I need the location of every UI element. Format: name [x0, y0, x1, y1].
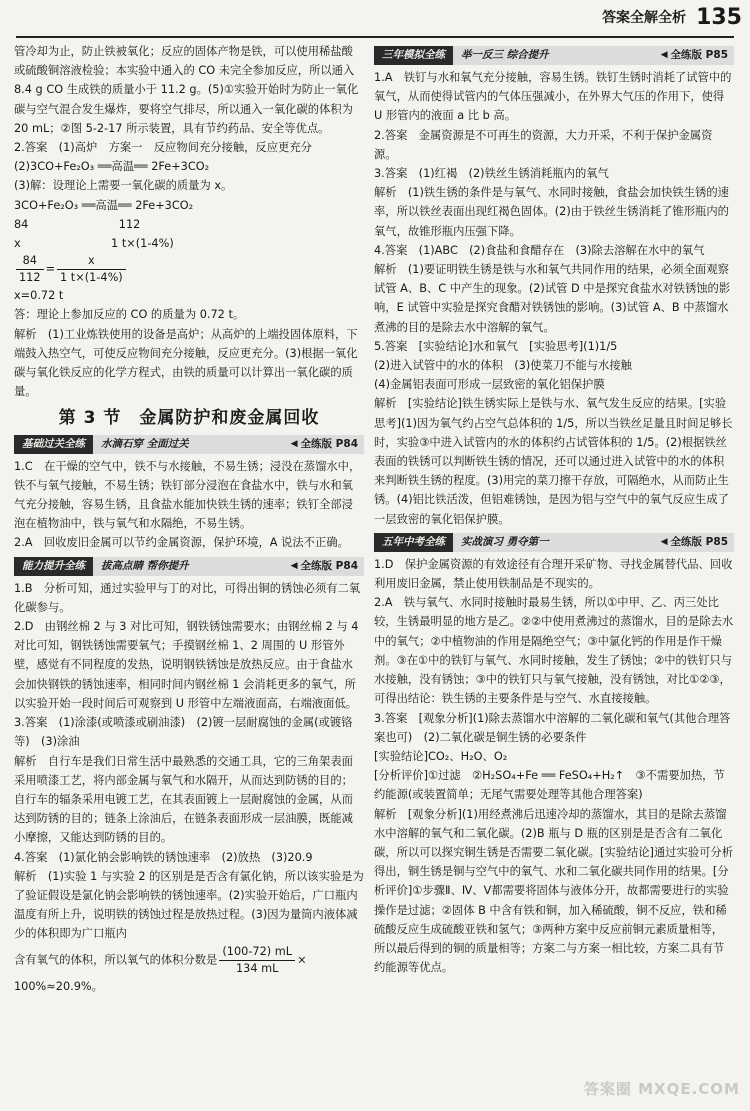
list-item: (2)进入试管中的水的体积 (3)使菜刀不能与水接触 [374, 359, 632, 373]
banner-ref: ◀ 全练版 P84 [285, 557, 364, 576]
q2-solve-line: (3)解：设理论上需要一氧化碳的质量为 x。 [14, 179, 233, 193]
list-item: 3.答案 [观象分析](1)除去蒸馏水中溶解的二氧化碳和氧气(其他合理答案也可) (2)二氧化碳是铜生锈的必要条件 [374, 711, 731, 744]
list-item: 2.A 回收废旧金属可以节约金属资源，保护环境，A 说法不正确。 [14, 536, 349, 550]
list-item: 4.答案 (1)ABC (2)食盐和食醋存在 (3)除去溶解在水中的氧气 [374, 243, 705, 257]
q2-proportion: $\frac{84}{112}$ = $\frac{x}{1 t\times(1-4\%)}$ [14, 253, 364, 286]
oxygen-fraction-result: 100%≈20.9%。 [14, 979, 103, 993]
banner-ref: ◀ 全练版 P85 [655, 46, 734, 65]
banner-ref: ◀ 全练版 P85 [655, 533, 734, 552]
header-title: 答案全解全析 [602, 10, 687, 26]
list-item: 解析 (1)要证明铁生锈是铁与水和氧气共同作用的结果，必须全面观察试管 A、B、C 中产生的现象。(2)试管 D 中是探究食盐水对铁锈蚀的影响，E 试管中实验是探究食醋对铁锈蚀的影响。(3)试管 A、B 中蒸馏水煮沸的目的是除去水中溶解的氧气。 [374, 263, 731, 334]
q2-conclusion: 答：理论上参加反应的 CO 的质量为 0.72 t。 [14, 308, 245, 322]
list-item: 2.答案 金属资源是不可再生的资源，大力开采，不利于保护金属资源。 [374, 128, 713, 161]
list-item: 解析 (1)实验 1 与实验 2 的区别是是否含有氯化钠，所以该实验是为了验证假设是氯化钠会影响铁的锈蚀速率。(2)实验开始后，广口瓶内温度有所上升，说明铁的锈蚀过程是放热过程。(3)因为量筒内液体减少的体积即为广口瓶内 [14, 869, 364, 941]
arrow-icon: ◀ [660, 49, 668, 60]
list-item: 1.A 铁钉与水和氧气充分接触，容易生锈。铁钉生锈时消耗了试管中的氧气，从而使得试管内的气体压强减小，在外界大气压的作用下，使得 U 形管内的液面 a 比 b 高。 [374, 71, 732, 123]
fraction-right: $\frac{x}{1 t\times(1-4\%)}$ [57, 253, 126, 286]
list-item: 2.A 铁与氧气、水同时接触时最易生锈，所以①中甲、乙、丙三处比较，生锈最明显的地方是乙。②②中使用煮沸过的蒸馏水，目的是除去水中的氧气；②中植物油的作用是隔绝空气；③中氯化钙的作用是作干燥剂。③在①中的铁钉与氧气、水同时接触，发生了锈蚀；②中的铁钉只与水接触，没有锈蚀；③中的铁钉只与氧气接触，没有锈蚀，对比①②③，可得出结论：铁生锈的主要条件是与空气、水直接接触。 [374, 596, 734, 706]
banner-subtitle: 实战演习 勇夺第一 [461, 535, 549, 548]
banner-exam [374, 533, 734, 552]
banner-tag: 三年模拟全练 [374, 46, 453, 65]
list-item: [分析评价]①过滤 ②H₂SO₄+Fe ══ FeSO₄+H₂↑ ③不需要加热，节约能源(或装置简单；无尾气需要处理等其他合理答案) [374, 769, 725, 802]
list-item: 2.D 由钢丝棉 2 与 3 对比可知，钢铁锈蚀需要水；由钢丝棉 2 与 4 对比可知，钢铁锈蚀需要氧气；手摸钢丝棉 1、2 周围的 U 形管外壁，感觉有不同程度的发热，说明钢铁锈蚀是放热反应。由于食盐水会加快钢铁的锈蚀速率，相同时间内钢丝棉 1 会消耗更多的氧气，所以实验开始一段时间后可观察到 U 形管中左端液面高，右端液面低。 [14, 620, 359, 710]
intro-paragraph: 管冷却为止，防止铁被氧化；反应的固体产物是铁，可以使用稀盐酸或硫酸铜溶液检验；本实验中通入的 CO 未完全参加反应，所以通入 8.4 g CO 生成铁的质量小于 11.2 g。(5)①实验开始时为防止一氧化碳与空气混合发生爆炸，要将空气排尽，所以通入一氧化碳的体积为 20 mL；②图 5-2-17 所示装置，具有节约药品、安全等优点。 [14, 45, 359, 135]
list-item: 解析 自行车是我们日常生活中最熟悉的交通工具，它的三角架表面采用喷漆工艺，将内部金属与氧气和水隔开，从而达到防锈的目的；自行车的辐条采用电镀工艺，在其表面镀上一层耐腐蚀的金属，从而达到防锈的目的；链条上涂油后，在链条表面形成一层油膜，既能减小摩擦，又能达到防锈的目的。 [14, 754, 353, 845]
list-item: 1.D 保护金属资源的有效途径有合理开采矿物、寻找金属替代品、回收利用废旧金属，禁止使用铁制品是不现实的。 [374, 557, 733, 591]
list-item: 5.答案 [实验结论]水和氧气 [实验思考](1)1/5 [374, 339, 618, 353]
section-title: 第 3 节 金属防护和废金属回收 [58, 408, 320, 429]
list-item: 4.答案 (1)氯化钠会影响铁的锈蚀速率 (2)放热 (3)20.9 [14, 850, 313, 864]
banner-ability [14, 557, 364, 576]
list-item: 1.B 分析可知，通过实验甲与丁的对比，可得出铜的锈蚀必须有二氧化碳参与。 [14, 581, 361, 614]
list-item: 3.答案 (1)涂漆(或喷漆或刷油漆) (2)镀一层耐腐蚀的金属(或镀铬等) (3)涂油 [14, 716, 353, 749]
list-item: 解析 [观象分析](1)用经煮沸后迅速冷却的蒸馏水，其目的是除去蒸馏水中溶解的氧气和二氧化碳。(2)B 瓶与 D 瓶的区别是是否含有二氧化碳，所以可以探究铜生锈是否需要二氧化碳。[实验结论]通过实验可分析得出，铜生锈是铜与空气中的氧气、水和二氧化碳共同作用的结果。[分析评价]①步骤Ⅱ、Ⅳ、Ⅴ都需要将固体与液体分开，故都需要进行的实验操作是过滤；②固体 B 中含有铁和铜，加入稀硫酸，铜不反应，铁和稀硫酸反应生成硫酸亚铁和氢气；③两种方案中反应前铜元素质量相等，所以最后得到的铜的质量相等；方案二与方案一相比较，方案二具有节约能源等优点。 [374, 807, 734, 975]
q2-ratio-row-1: 84 112 [14, 217, 141, 231]
page-number: 135 [696, 4, 742, 30]
list-item: 解析 [实验结论]铁生锈实际上是铁与水、氧气发生反应的结果。[实验思考](1)因为氧气约占空气总体积的 1/5，所以当铁丝足量且时间足够长时，实验③中进入试管内的水的体积约占试管体积的 1/5。(2)根据铁丝表面的铁锈可以判断铁生锈的情况，还可以通过进入试管中的水的体积来判断铁生锈的程度。(3)用完的菜刀擦干存放，可隔绝水，从而防止生锈。(4)铝比铁活泼，但铝难锈蚀，是因为铝与空气中的氧气反应生成了一层致密的氧化铝保护膜。 [374, 397, 733, 526]
list-item: [实验结论]CO₂、H₂O、O₂ [374, 749, 508, 763]
q2-equation-1: (2)3CO+Fe₂O₃ ══高温══ 2Fe+3CO₂ [14, 160, 210, 174]
q2-result: x=0.72 t [14, 289, 64, 303]
q2-analysis: 解析 (1)工业炼铁使用的设备是高炉；从高炉的上端投固体原料，下端鼓入热空气，可使反应物间充分接触，反应更充分。(3)根据一氧化碳与氧化铁反应的化学方程式，由铁的质量可以计算出一氧化碳的质量。 [14, 327, 358, 399]
banner-tag: 五年中考全练 [374, 533, 453, 552]
arrow-icon: ◀ [290, 438, 298, 449]
q2-ratio-row-2: x 1 t×(1-4%) [14, 237, 174, 251]
fraction-left: $\frac{84}{112}$ [16, 253, 44, 286]
right-column [374, 42, 734, 977]
header-rule [16, 36, 734, 38]
list-item: (4)金属铝表面可形成一层致密的氧化铝保护膜 [374, 378, 605, 392]
banner-basic [14, 435, 364, 454]
list-item: 1.C 在干燥的空气中，铁不与水接触，不易生锈；浸没在蒸馏水中，铁不与氧气接触，不易生锈；铁钉部分浸泡在食盐水中，铁与水和氧气充分接触，容易生锈，且食盐水能加快铁生锈的速率；铁钉全部浸泡在植物油中，铁与氧气和水隔绝，不易生锈。 [14, 459, 361, 531]
banner-ref: ◀ 全练版 P84 [285, 435, 364, 454]
list-item: 解析 (1)铁生锈的条件是与氧气、水同时接触，食盐会加快铁生锈的速率，所以铁丝表面出现红褐色固体。(2)由于铁丝生锈消耗了锥形瓶内的氧气，故锥形瓶内压强下降。 [374, 186, 729, 238]
left-column [14, 42, 364, 996]
banner-subtitle: 水滴石穿 全面过关 [101, 437, 189, 450]
q2-answer: 2.答案 (1)高炉 方案一 反应物间充分接触，反应更充分 [14, 141, 312, 155]
banner-simulation [374, 46, 734, 65]
list-item: 3.答案 (1)红褐 (2)铁丝生锈消耗瓶内的氧气 [374, 167, 609, 181]
banner-subtitle: 拔高点睛 帮你提升 [101, 559, 189, 572]
arrow-icon: ◀ [290, 560, 298, 571]
page-header [602, 0, 742, 34]
q2-equation-2: 3CO+Fe₂O₃ ══高温══ 2Fe+3CO₂ [14, 198, 194, 212]
banner-subtitle: 举一反三 综合提升 [461, 48, 549, 61]
watermark: 答案圈 MXQE.COM [583, 1080, 740, 1098]
banner-tag: 能力提升全练 [14, 557, 93, 576]
oxygen-fraction-line: 含有氧气的体积，所以氧气的体积分数是 $\frac{(100-72) mL}{134 mL}$ × [14, 944, 307, 975]
oxygen-fraction: $\frac{(100-72) mL}{134 mL}$ [219, 944, 295, 977]
banner-tag: 基础过关全练 [14, 435, 93, 454]
arrow-icon: ◀ [660, 536, 668, 547]
